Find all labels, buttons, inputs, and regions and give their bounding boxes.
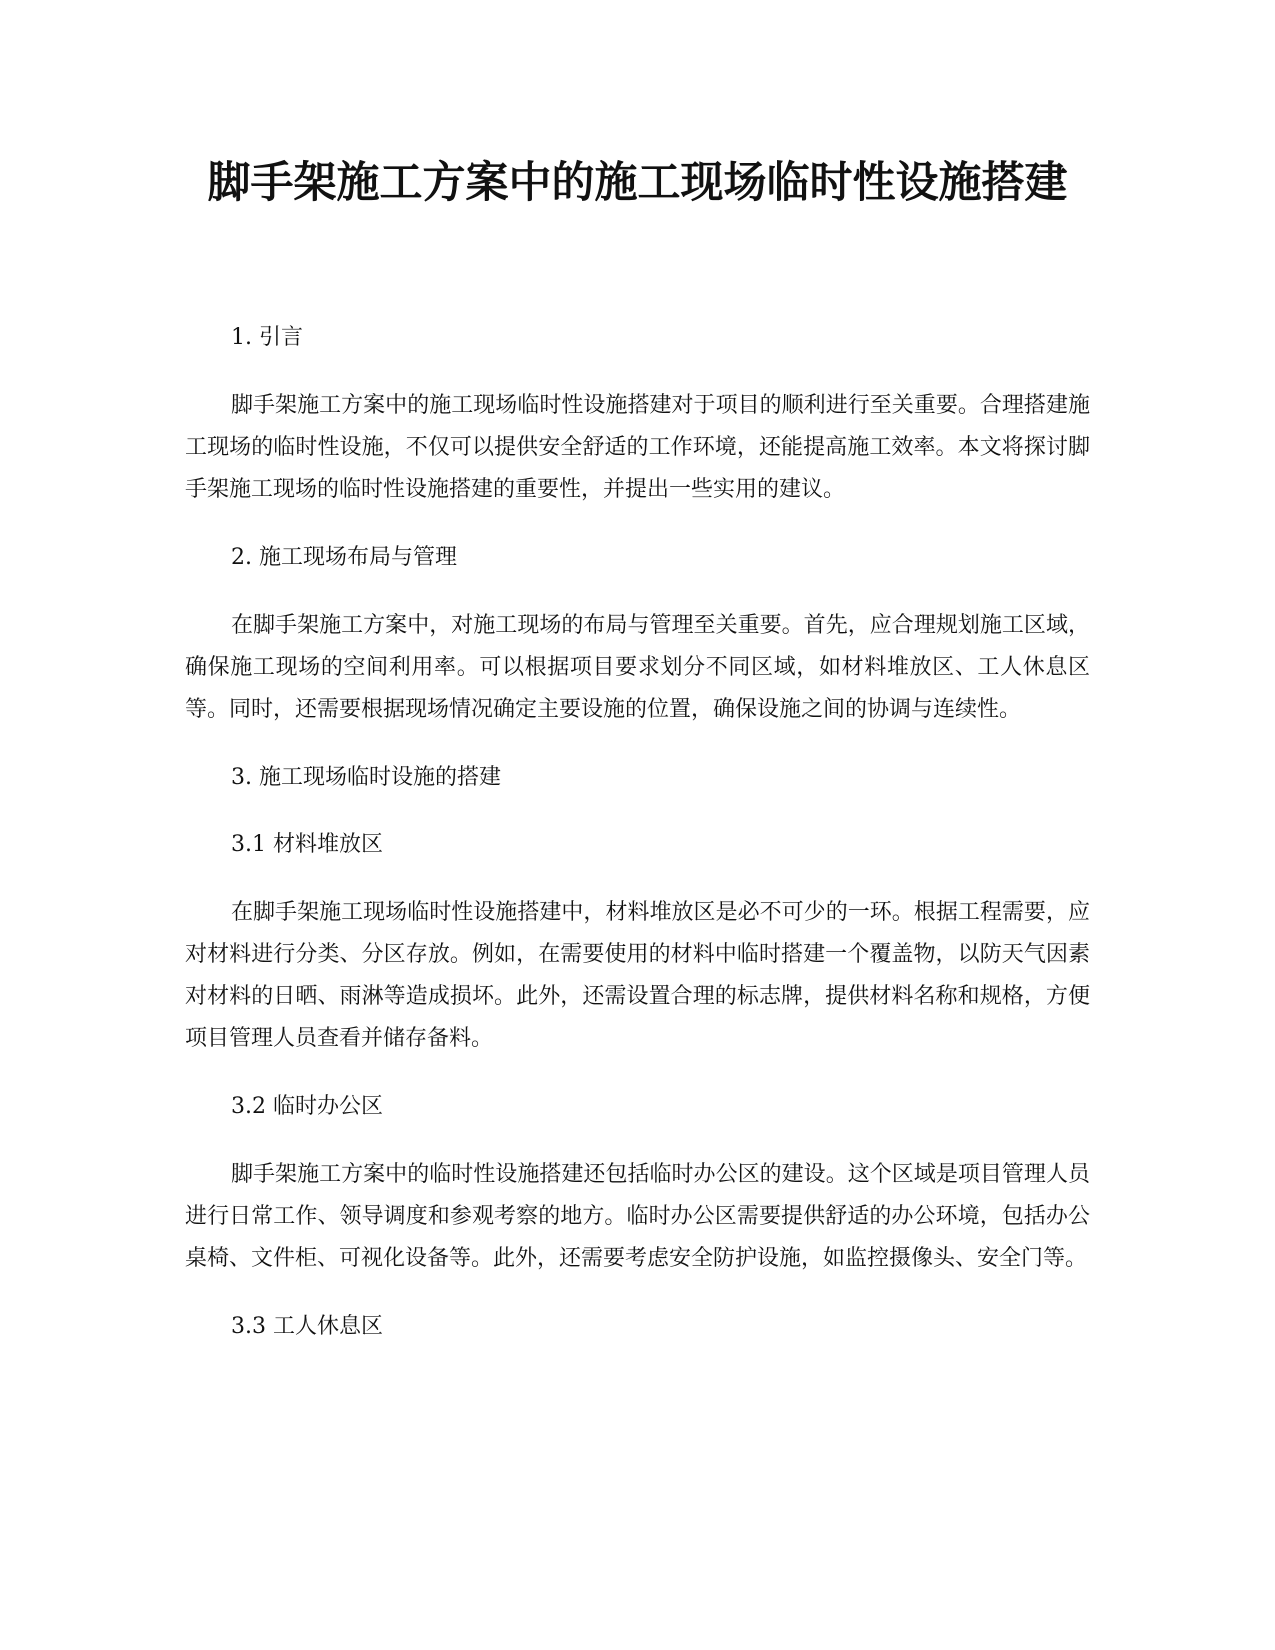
section-heading-introduction: 1. 引言 — [231, 325, 303, 350]
section-paragraph-material-storage: 在脚手架施工现场临时性设施搭建中，材料堆放区是必不可少的一环。根据工程需要，应对材料进行分类、分区存放。例如，在需要使用的材料中临时搭建一个覆盖物，以防天气因素对材料的日晒、雨淋等造成损坏。此外，还需设置合理的标志牌，提供材料名称和规格，方便项目管理人员查看并储存备料。 — [185, 900, 1090, 1051]
section-heading-site-layout: 2. 施工现场布局与管理 — [231, 545, 457, 570]
section-paragraph-site-layout: 在脚手架施工方案中，对施工现场的布局与管理至关重要。首先，应合理规划施工区域，确保施工现场的空间利用率。可以根据项目要求划分不同区域，如材料堆放区、工人休息区等。同时，还需要根据现场情况确定主要设施的位置，确保设施之间的协调与连续性。 — [185, 613, 1090, 722]
section-paragraph-temporary-office: 脚手架施工方案中的临时性设施搭建还包括临时办公区的建设。这个区域是项目管理人员进行日常工作、领导调度和参观考察的地方。临时办公区需要提供舒适的办公环境，包括办公桌椅、文件柜、可视化设备等。此外，还需要考虑安全防护设施，如监控摄像头、安全门等。 — [185, 1162, 1090, 1271]
section-heading-temporary-office: 3.2 临时办公区 — [231, 1094, 383, 1119]
section-heading-material-storage: 3.1 材料堆放区 — [231, 832, 383, 857]
section-heading-temporary-facilities: 3. 施工现场临时设施的搭建 — [231, 765, 501, 790]
section-paragraph-introduction: 脚手架施工方案中的施工现场临时性设施搭建对于项目的顺利进行至关重要。合理搭建施工现场的临时性设施，不仅可以提供安全舒适的工作环境，还能提高施工效率。本文将探讨脚手架施工现场的临时性设施搭建的重要性，并提出一些实用的建议。 — [185, 393, 1090, 502]
document-title: 脚手架施工方案中的施工现场临时性设施搭建 — [207, 158, 1068, 208]
document-body — [185, 318, 1090, 1374]
section-heading-worker-rest-area: 3.3 工人休息区 — [231, 1314, 383, 1339]
